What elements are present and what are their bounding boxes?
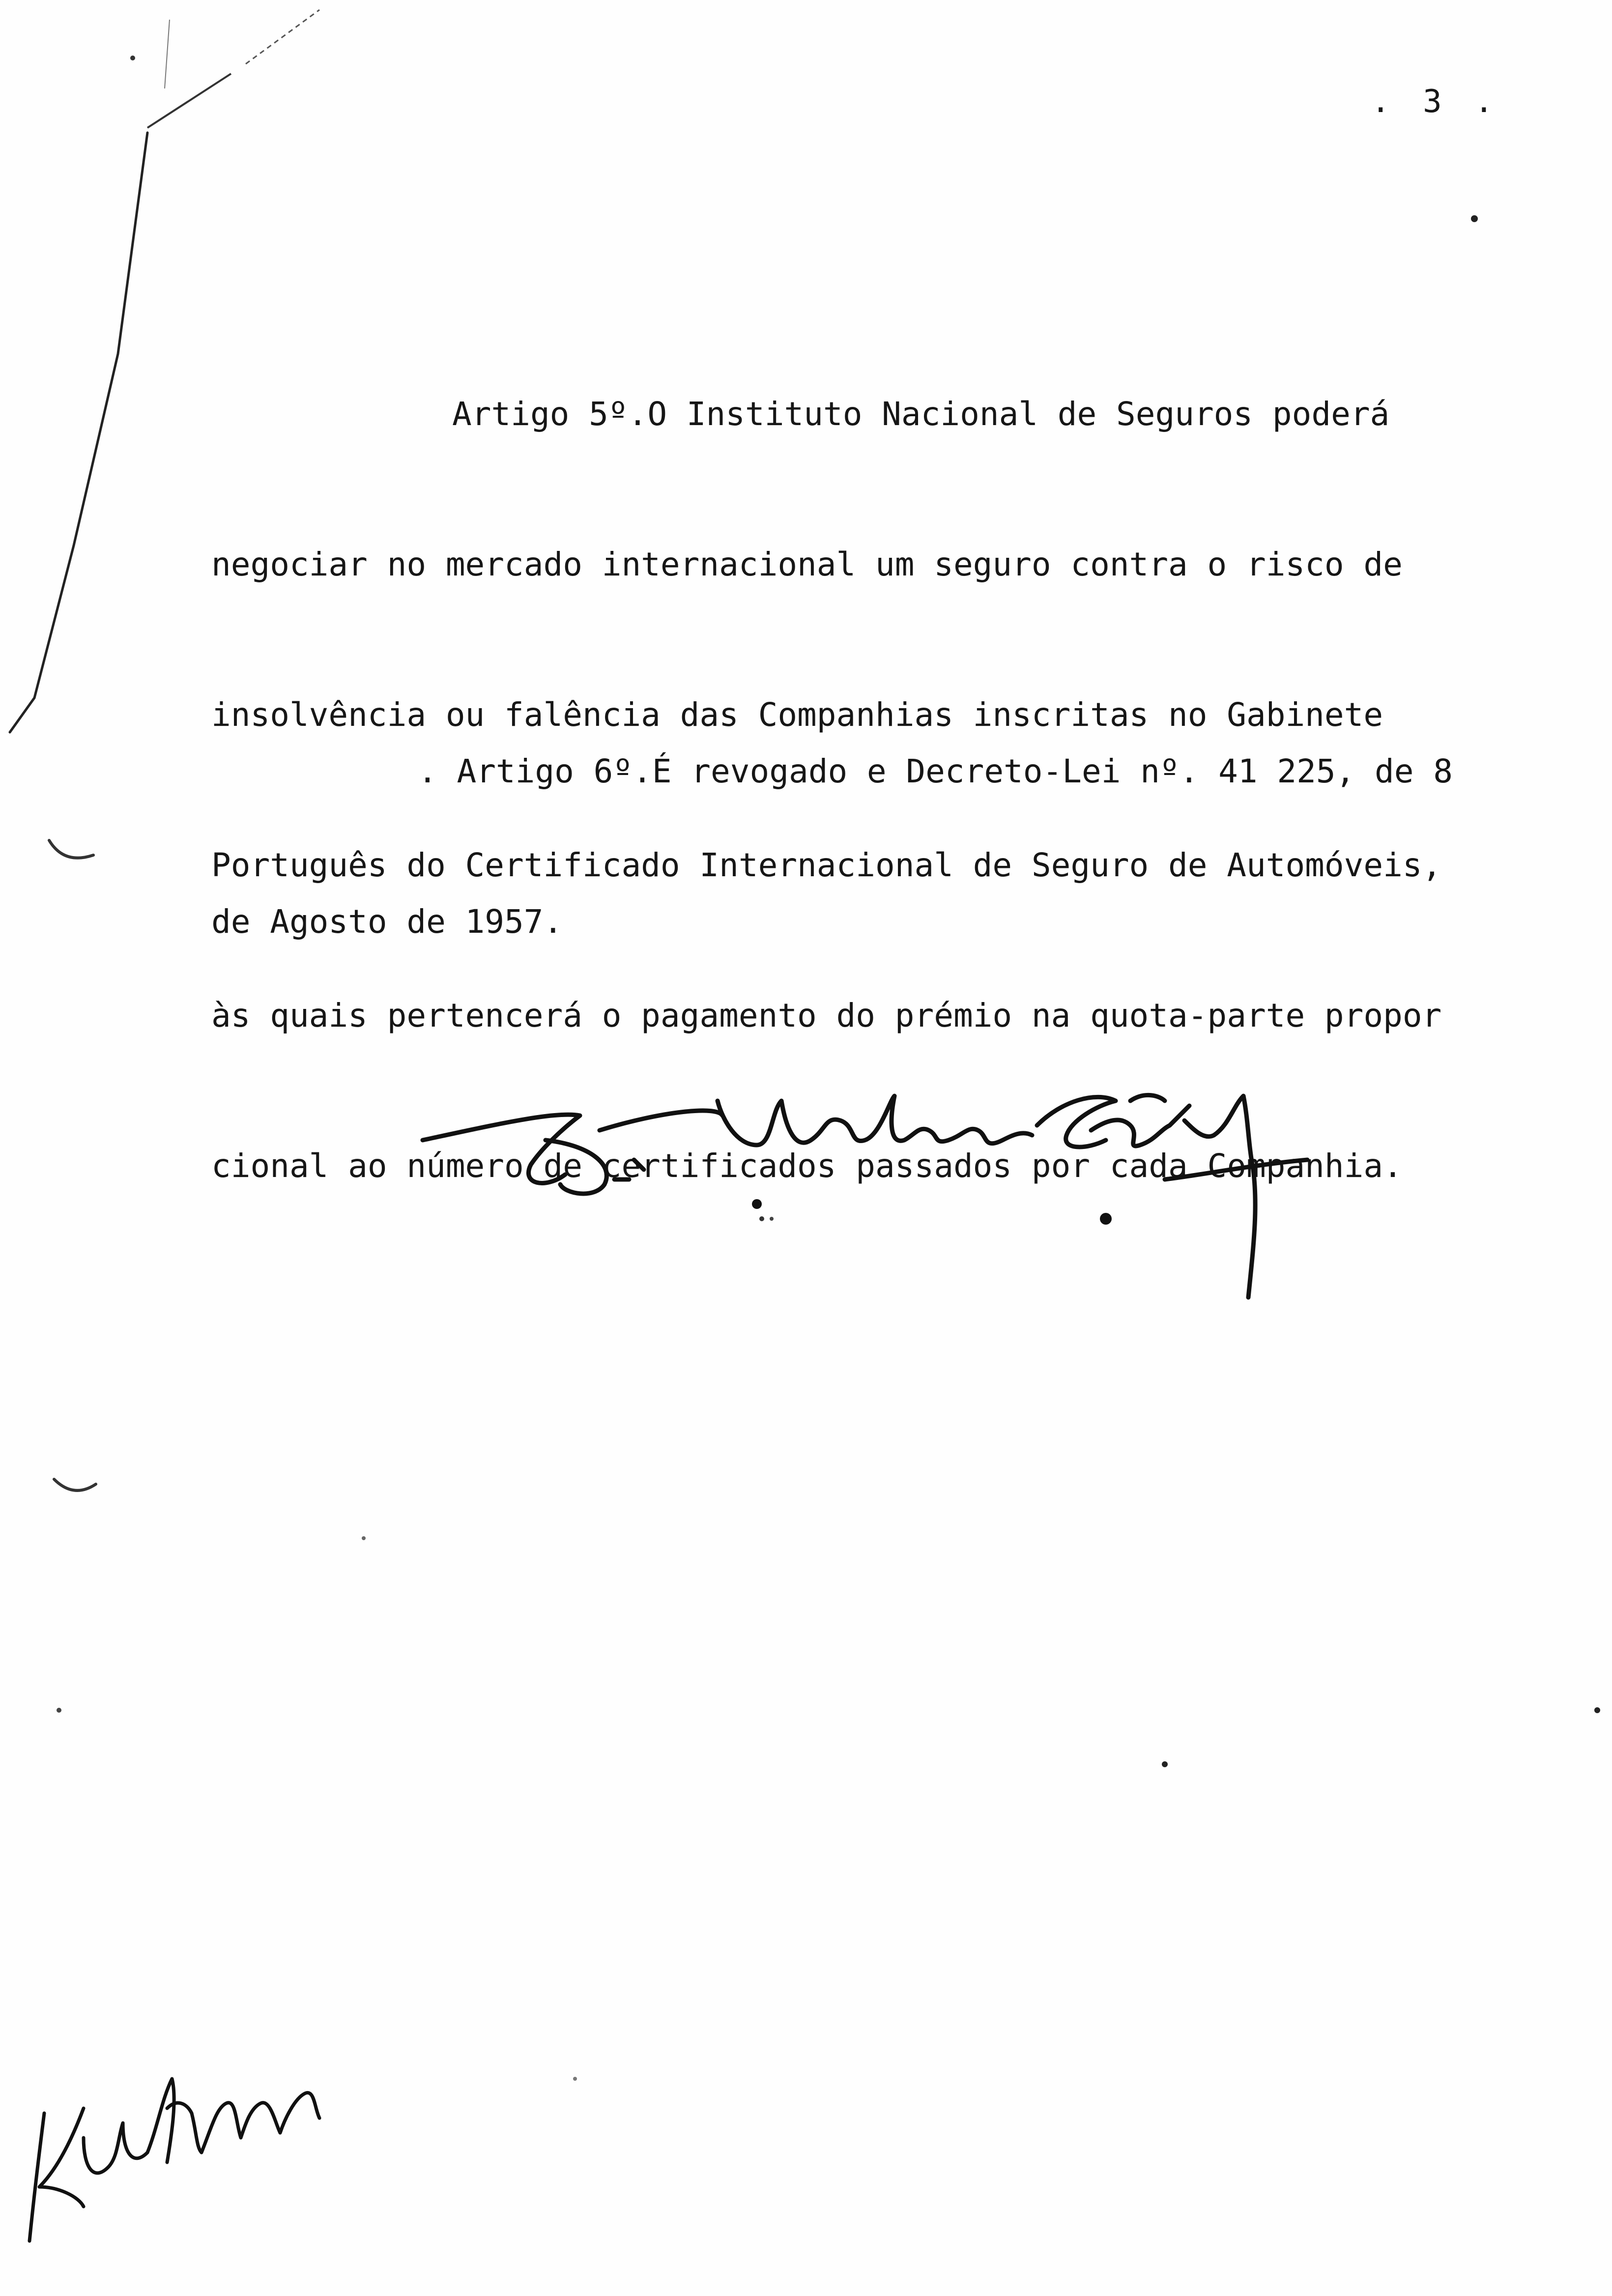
handwritten-signature (418, 1071, 1352, 1307)
article-5-line: cional ao número de certificados passados por cada Companhia. (211, 1147, 1403, 1185)
article-6-line: . Artigo 6º.É revogado e Decreto-Lei nº. 41 225, de 8 (418, 752, 1453, 790)
article-5-line: insolvência ou falência das Companhias inscritas no Gabinete (211, 696, 1383, 734)
article-5-line: às quais pertencerá o pagamento do prémio na quota-parte propor (211, 997, 1442, 1034)
article-6-paragraph (211, 646, 1499, 1047)
handwritten-initials (10, 2039, 324, 2251)
article-5-line: Artigo 5º.O Instituto Nacional de Seguros poderá (452, 395, 1390, 433)
page-number: . 3 . (1371, 84, 1500, 120)
article-6-line: de Agosto de 1957. (211, 903, 563, 941)
article-5-line: Português do Certificado Internacional de Seguro de Automóveis, (211, 846, 1442, 884)
article-5-line: negociar no mercado internacional um seguro contra o risco de (211, 545, 1403, 583)
